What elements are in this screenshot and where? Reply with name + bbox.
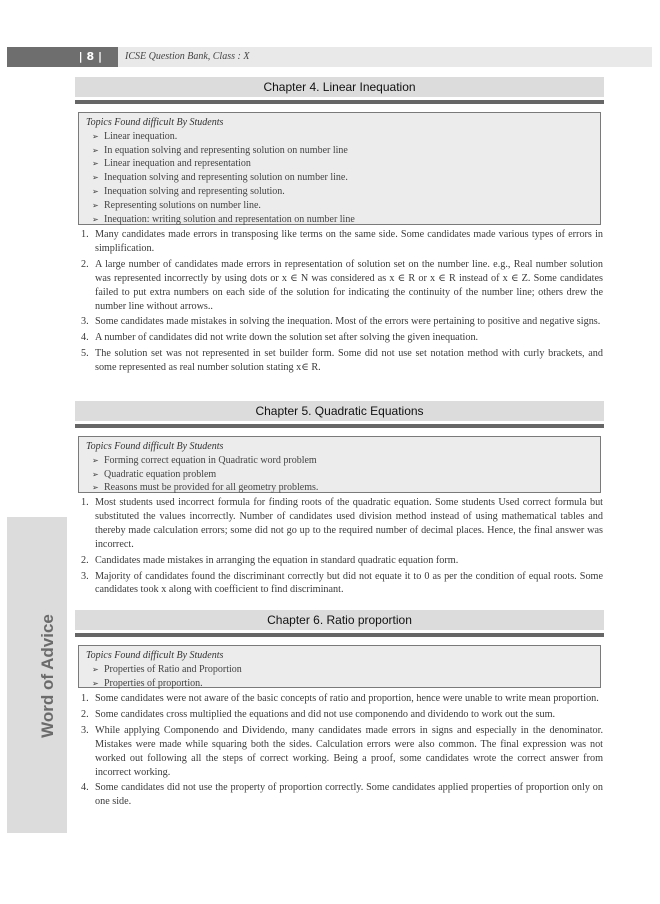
topic-item: ➢ Representing solutions on number line. bbox=[92, 199, 261, 211]
arrow-bullet-icon: ➢ bbox=[92, 214, 99, 224]
topic-item: ➢ Properties of proportion. bbox=[92, 677, 203, 689]
topic-item: ➢ Properties of Ratio and Proportion bbox=[92, 663, 242, 675]
list-item: 3. Some candidates made mistakes in solving the inequation. Most of the errors were pertaining to positive and negative signs. bbox=[81, 316, 601, 328]
list-item: 4. A number of candidates did not write down the solution set after solving the given inequation. bbox=[81, 332, 479, 344]
list-item: 5. The solution set was not represented in set builder form. Some did not use set notation method with curly brackets, and some represented as real number solution stating x∈ R. bbox=[81, 348, 603, 374]
arrow-bullet-icon: ➢ bbox=[92, 455, 99, 465]
topics-heading: Topics Found difficult By Students bbox=[86, 650, 224, 661]
topic-item: ➢ Inequation solving and representing solution. bbox=[92, 185, 285, 197]
list-item: 4. Some candidates did not use the property of proportion correctly. Some candidates applied properties of proportion only on one side. bbox=[81, 782, 603, 808]
chapter-6-title: Chapter 6. Ratio proportion bbox=[75, 610, 604, 630]
side-tab bbox=[7, 517, 67, 833]
side-tab-label: Word of Advice bbox=[38, 614, 57, 738]
book-title: ICSE Question Bank, Class : X bbox=[125, 51, 250, 62]
list-item: 3. While applying Componendo and Dividendo, many candidates made errors in signs and especially in the denominator. Mistakes were made while squaring both the sides. Calculation errors were also common. The final expression was not worked out following all the steps of correct working. Being a proof, some candidates wrote the correct answer from incorrect working. bbox=[81, 724, 603, 778]
arrow-bullet-icon: ➢ bbox=[92, 173, 99, 183]
arrow-bullet-icon: ➢ bbox=[92, 200, 99, 210]
chapter-4-rule bbox=[75, 100, 604, 104]
topic-item: ➢ Forming correct equation in Quadratic word problem bbox=[92, 454, 317, 466]
arrow-bullet-icon: ➢ bbox=[92, 469, 99, 479]
arrow-bullet-icon: ➢ bbox=[92, 186, 99, 196]
page-header bbox=[7, 47, 652, 67]
topic-item: ➢ Reasons must be provided for all geometry problems. bbox=[92, 482, 319, 494]
list-item: 2. Some candidates cross multiplied the equations and did not use componendo and dividendo to work out the sum. bbox=[81, 708, 556, 720]
chapter-5-rule bbox=[75, 424, 604, 428]
topic-item: ➢ Inequation solving and representing solution on number line. bbox=[92, 172, 348, 184]
arrow-bullet-icon: ➢ bbox=[92, 131, 99, 141]
topic-item: ➢ Inequation: writing solution and representation on number line bbox=[92, 213, 355, 225]
list-item: 2. Candidates made mistakes in arranging the equation in standard quadratic equation form. bbox=[81, 554, 459, 566]
page-number: | 8 | bbox=[7, 47, 118, 67]
arrow-bullet-icon: ➢ bbox=[92, 145, 99, 155]
chapter-6-rule bbox=[75, 633, 604, 637]
topic-item: ➢ Linear inequation. bbox=[92, 130, 178, 142]
chapter-6-points bbox=[78, 692, 603, 811]
arrow-bullet-icon: ➢ bbox=[92, 678, 99, 688]
chapter-5-title: Chapter 5. Quadratic Equations bbox=[75, 401, 604, 421]
chapter-4-topics-box bbox=[78, 112, 601, 225]
topic-item: ➢ Linear inequation and representation bbox=[92, 158, 251, 170]
arrow-bullet-icon: ➢ bbox=[92, 159, 99, 169]
topics-heading: Topics Found difficult By Students bbox=[86, 117, 224, 128]
list-item: 2. A large number of candidates made errors in representation of solution set on the number line. e.g., Real number solution was represented incorrectly by using dots or x ∈ N was considered as x ∈ R or x ∈ R instead of x ∈ Z. Some candidates failed to put extra numbers on each side of the solution for indicating the continuity of the number line; others drew the number line without arrows.. bbox=[81, 258, 603, 312]
chapter-5-topics-box bbox=[78, 436, 601, 493]
list-item: 1. Some candidates were not aware of the basic concepts of ratio and proportion, hence were unable to write mean proportion. bbox=[81, 693, 599, 704]
chapter-5-points bbox=[78, 496, 603, 599]
list-item: 3. Majority of candidates found the discriminant correctly but did not equate it to 0 as per the condition of equal roots. Some candidates took x along with coefficient to find discriminant. bbox=[81, 570, 603, 596]
arrow-bullet-icon: ➢ bbox=[92, 664, 99, 674]
topics-heading: Topics Found difficult By Students bbox=[86, 441, 224, 452]
list-item: 1. Most students used incorrect formula for finding roots of the quadratic equation. Some students Used correct formula but substituted the values incorrectly. Number of candidates used division method instead of using mathematical tables and thereby made calculation errors; some did not go up to the required number of decimal places. Hence, the final answer was incorrect. bbox=[81, 497, 603, 550]
arrow-bullet-icon: ➢ bbox=[92, 483, 99, 493]
topic-item: ➢ Quadratic equation problem bbox=[92, 468, 217, 480]
chapter-4-title: Chapter 4. Linear Inequation bbox=[75, 77, 604, 97]
chapter-4-points bbox=[78, 228, 603, 377]
list-item: 1. Many candidates made errors in transposing like terms on the same side. Some candidates made various types of errors in simplification. bbox=[81, 229, 603, 254]
chapter-6-topics-box bbox=[78, 645, 601, 688]
topic-item: ➢ In equation solving and representing solution on number line bbox=[92, 144, 348, 156]
